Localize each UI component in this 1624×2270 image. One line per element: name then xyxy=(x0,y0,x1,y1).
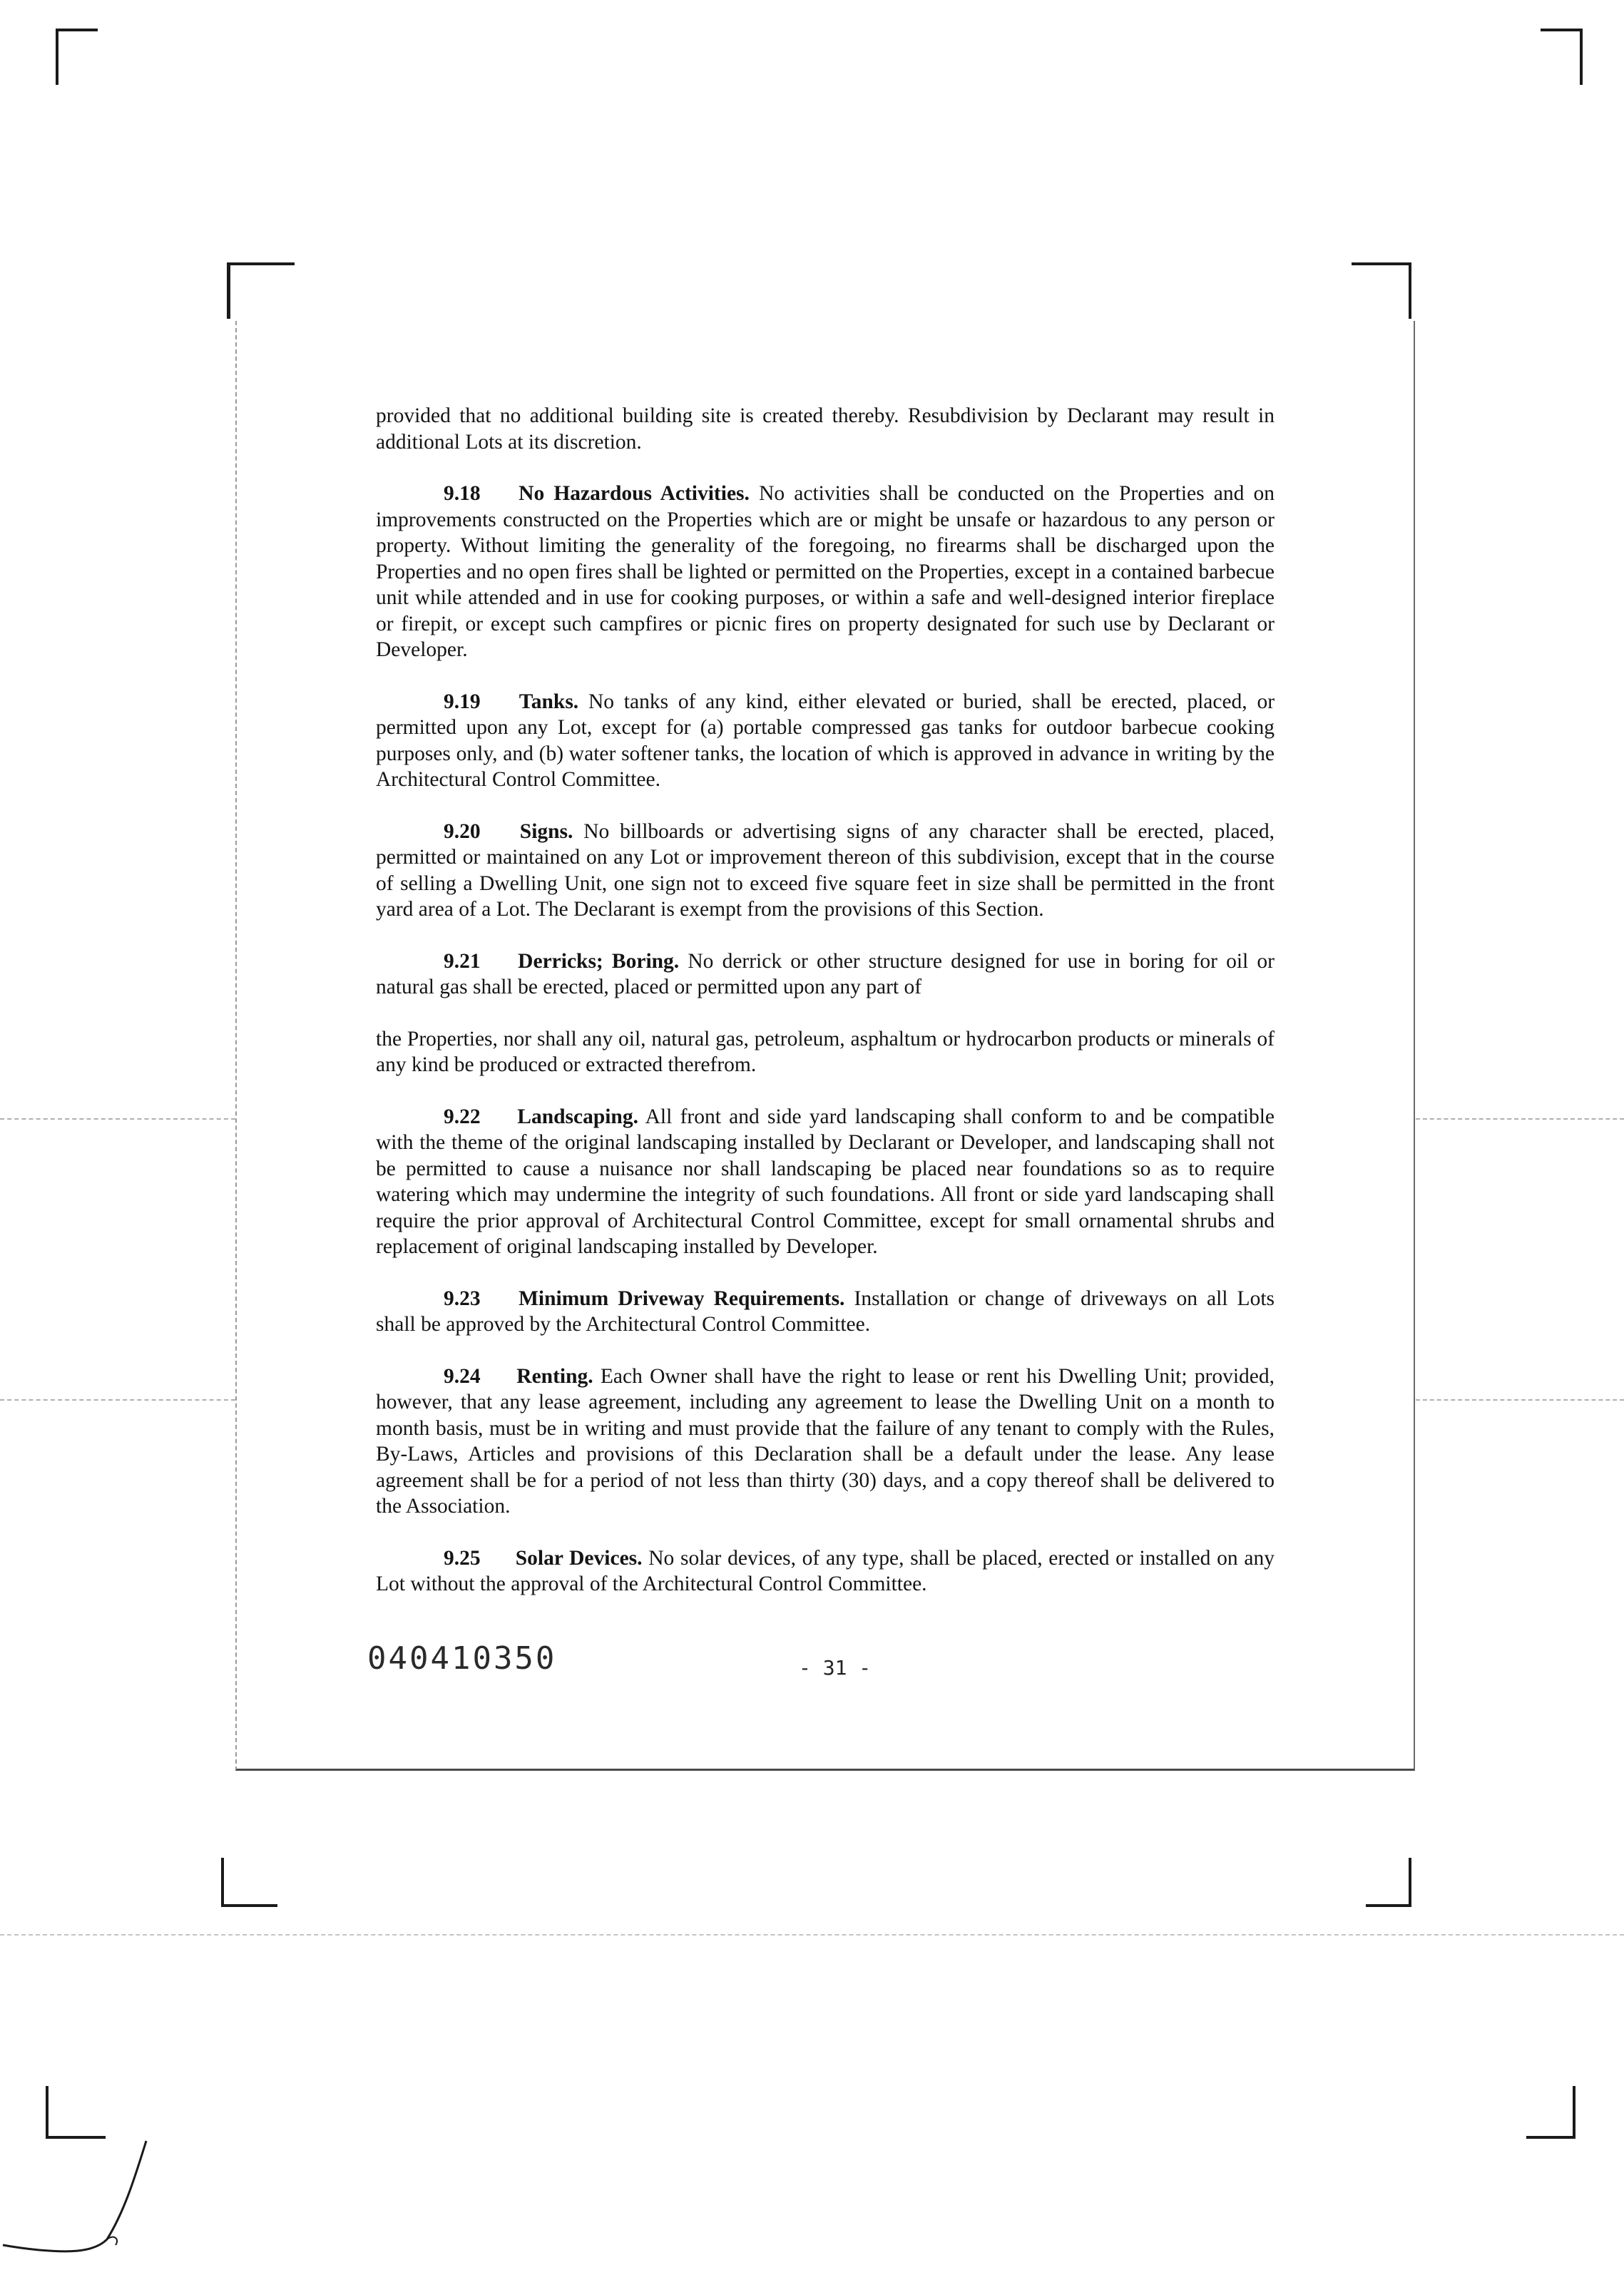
inner-crop-mark-bottom-right xyxy=(1366,1858,1411,1907)
crop-mark-bottom-right xyxy=(1526,2086,1576,2139)
section-number: 9.24 xyxy=(444,1364,481,1388)
section-heading: Solar Devices. xyxy=(515,1546,643,1570)
section-body: No tanks of any kind, either elevated or buried, shall be erected, placed, or permitted upon any Lot, except for (a) portable compressed gas tanks for outdoor barbecue cooking purposes only, and (b) water softener tanks, the location of which is approved in advance in writing by the Architectural Control Committee. xyxy=(376,690,1275,791)
document-body xyxy=(376,403,1275,1623)
intro-paragraph: provided that no additional building site is created thereby. Resubdivision by Declarant may result in additional Lots at its discretion. xyxy=(376,404,1275,454)
section-heading: Derricks; Boring. xyxy=(518,949,680,973)
inner-crop-mark-bottom-left xyxy=(221,1858,277,1907)
crop-mark-top-left xyxy=(56,29,98,85)
section-number: 9.21 xyxy=(444,949,481,973)
page-break-gap xyxy=(376,1001,1275,1026)
section-body: All front and side yard landscaping shall conform to and be compatible with the theme of the original landscaping installed by Declarant or Developer, and landscaping shall not be permitted to cause a nuisance nor shall landscaping be placed near foundations so as to require watering which may undermine the integrity of such foundations. All front or side yard landscaping shall require the prior approval of Architectural Control Committee, except for small ornamental shrubs and replacement of original landscaping installed by Developer. xyxy=(376,1105,1275,1258)
section-heading: Signs. xyxy=(519,819,573,843)
section-9-21-continuation: the Properties, nor shall any oil, natural gas, petroleum, asphaltum or hydrocarbon products or minerals of any kind be produced or extracted therefrom. xyxy=(376,1027,1275,1076)
section-9-25 xyxy=(376,1545,1275,1597)
section-number: 9.22 xyxy=(444,1105,481,1128)
section-9-24 xyxy=(376,1364,1275,1520)
section-9-21 xyxy=(376,949,1275,1001)
section-number: 9.18 xyxy=(444,482,481,505)
section-number: 9.20 xyxy=(444,819,481,843)
inner-crop-mark-top-right xyxy=(1352,262,1411,319)
handwritten-mark xyxy=(0,2132,164,2261)
scan-artifact-line xyxy=(0,1399,235,1401)
section-heading: Minimum Driveway Requirements. xyxy=(519,1287,845,1310)
section-9-20 xyxy=(376,819,1275,923)
section-number: 9.23 xyxy=(444,1287,481,1310)
section-body: Installation or change of driveways on all Lots shall be approved by the Architectural Control Committee. xyxy=(376,1287,1275,1336)
section-body: No solar devices, of any type, shall be placed, erected or installed on any Lot without the approval of the Architectural Control Committee. xyxy=(376,1546,1275,1595)
section-9-18 xyxy=(376,481,1275,663)
scan-artifact-line xyxy=(1416,1399,1624,1401)
section-number: 9.25 xyxy=(444,1546,481,1570)
section-heading: Renting. xyxy=(516,1364,593,1388)
section-9-22 xyxy=(376,1104,1275,1260)
section-heading: Tanks. xyxy=(519,690,579,713)
section-9-23 xyxy=(376,1286,1275,1338)
section-body: No billboards or advertising signs of any character shall be erected, placed, permitted or maintained on any Lot or improvement thereon of this subdivision, except that in the course of selling a Dwelling Unit, one sign not to exceed five square feet in size shall be permitted in the front yard area of a Lot. The Declarant is exempt from the provisions of this Section. xyxy=(376,819,1275,921)
inner-crop-mark-top-left xyxy=(227,262,295,319)
section-heading: Landscaping. xyxy=(517,1105,638,1128)
section-9-19 xyxy=(376,689,1275,793)
scan-artifact-line xyxy=(1416,1118,1624,1120)
page-footer xyxy=(367,1640,1287,1683)
scan-artifact-line xyxy=(0,1118,235,1120)
section-body: No activities shall be conducted on the Properties and on improvements constructed on the Properties which are or might be unsafe or hazardous to any person or property. Without limiting the generality of the foregoing, no firearms shall be discharged upon the Properties and no open fires shall be lighted or permitted on the Properties, except in a contained barbecue unit while attended and in use for cooking purposes, or within a safe and well-designed interior fireplace or firepit, or except such campfires or picnic fires on property designated for such use by Declarant or Developer. xyxy=(376,482,1275,661)
crop-mark-bottom-left xyxy=(46,2086,106,2139)
scan-artifact-line xyxy=(0,1934,1624,1936)
section-body: No derrick or other structure designed for use in boring for oil or natural gas shall be erected, placed or permitted upon any part of xyxy=(376,949,1275,998)
document-number: 040410350 xyxy=(367,1640,557,1677)
section-number: 9.19 xyxy=(444,690,481,713)
page-number: - 31 - xyxy=(799,1656,872,1680)
crop-mark-top-right xyxy=(1541,29,1583,85)
section-body: Each Owner shall have the right to lease or rent his Dwelling Unit; provided, however, that any lease agreement, including any agreement to lease the Dwelling Unit on a month to month basis, must be in writing and must provide that the failure of any tenant to comply with the Rules, By-Laws, Articles and provisions of this Declaration shall be a default under the lease. Any lease agreement shall be for a period of not less than thirty (30) days, and a copy thereof shall be delivered to the Association. xyxy=(376,1364,1275,1518)
section-heading: No Hazardous Activities. xyxy=(519,482,750,505)
